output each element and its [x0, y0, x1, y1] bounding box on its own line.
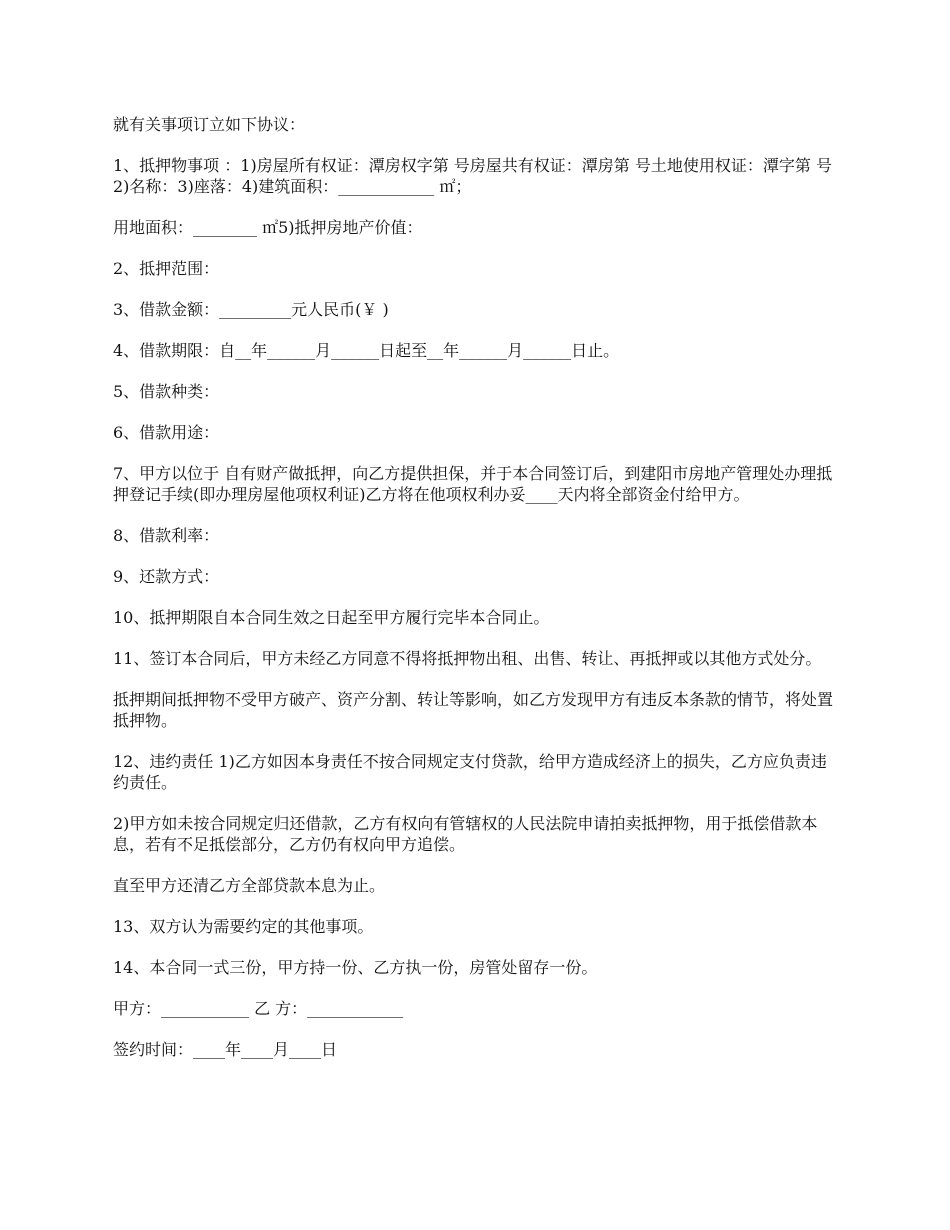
paragraph-intro: 就有关事项订立如下协议：: [113, 115, 306, 134]
paragraph-clause-6: 6、借款用途：: [113, 423, 220, 442]
paragraph-clause-12: 12、违约责任 1)乙方如因本身责任不按合同规定支付贷款，给甲方造成经济上的损失，乙方应负责违约责任。: [113, 752, 827, 792]
paragraph-clause-7: 7、甲方以位于 自有财产做抵押，向乙方提供担保，并于本合同签订后，到建阳市房地产管理处办理抵押登记手续(即办理房屋他项权利证)乙方将在他项权利办妥____天内将全部资金付给甲方。: [113, 464, 833, 504]
paragraph-clause-4: 4、借款期限：自__年______月______日起至__年______月______日止。: [113, 341, 620, 360]
paragraph-clause-8: 8、借款利率：: [113, 526, 220, 545]
document-body: [113, 114, 841, 1060]
paragraph-clause-10: 10、抵押期限自本合同生效之日起至甲方履行完毕本合同止。: [113, 608, 550, 627]
paragraph-clause-9: 9、还款方式：: [113, 567, 220, 586]
paragraph-clause-5: 5、借款种类：: [113, 382, 220, 401]
paragraph-clause-12-end: 直至甲方还清乙方全部贷款本息为止。: [113, 876, 386, 895]
signature-parties-line: 甲方：___________ 乙 方：____________: [113, 999, 404, 1018]
paragraph-clause-11-note: 抵押期间抵押物不受甲方破产、资产分割、转让等影响，如乙方发现甲方有违反本条款的情节，将处置抵押物。: [113, 690, 834, 730]
paragraph-clause-13: 13、双方认为需要约定的其他事项。: [113, 917, 374, 936]
paragraph-clause-11: 11、签订本合同后，甲方未经乙方同意不得将抵押物出租、出售、转让、再抵押或以其他方式处分。: [113, 649, 822, 668]
paragraph-clause-3: 3、借款金额：_________元人民币(￥ ): [113, 300, 389, 319]
paragraph-clause-1: 1、抵押物事项 ：1)房屋所有权证：潭房权字第 号房屋共有权证：潭房第 号土地使用权证：潭字第 号 2)名称：3)座落：4)建筑面积：____________ ㎡；: [113, 156, 838, 196]
paragraph-clause-1-area: 用地面积：________ ㎡5)抵押房地产价值：: [113, 218, 423, 237]
paragraph-clause-2: 2、抵押范围：: [113, 259, 220, 278]
paragraph-clause-14: 14、本合同一式三份，甲方持一份、乙方执一份，房管处留存一份。: [113, 958, 598, 977]
paragraph-clause-12-item-2: 2)甲方如未按合同规定归还借款，乙方有权向有管辖权的人民法院申请拍卖抵押物，用于抵偿借款本息，若有不足抵偿部分，乙方仍有权向甲方追偿。: [113, 814, 818, 854]
signing-date-line: 签约时间：____年____月____日: [113, 1040, 338, 1059]
